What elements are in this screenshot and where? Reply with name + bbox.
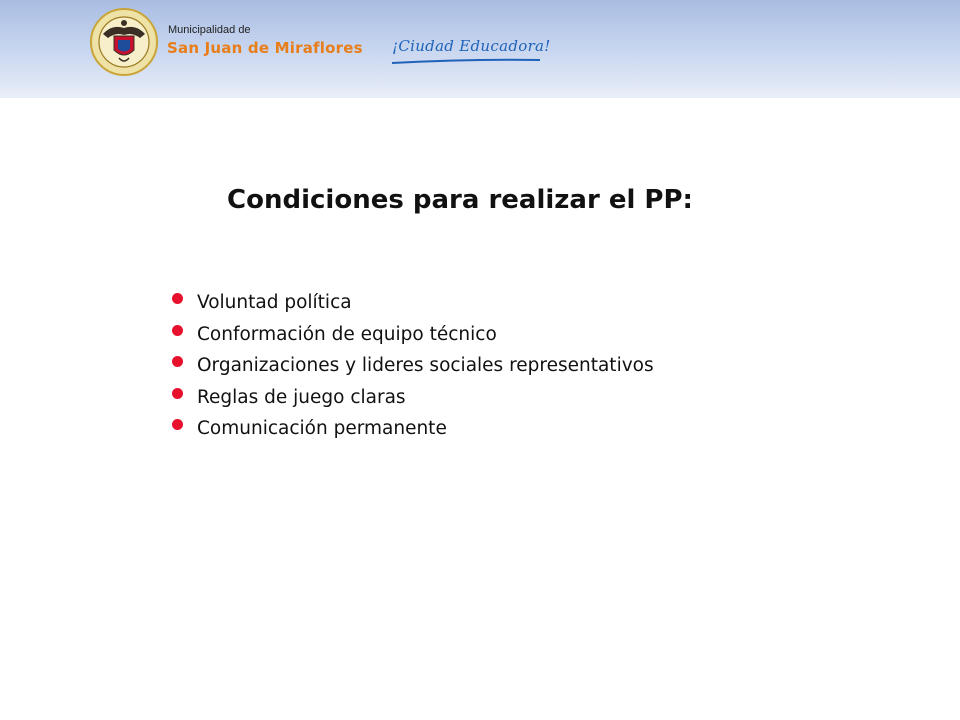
header-band <box>0 0 960 98</box>
slogan-underline <box>391 57 541 67</box>
bullet-text: Comunicación permanente <box>197 418 447 439</box>
bullet-dot-icon <box>172 388 183 399</box>
bullet-text: Voluntad política <box>197 292 352 313</box>
brand-name: San Juan de Miraflores <box>167 39 363 57</box>
bullet-dot-icon <box>172 293 183 304</box>
bullet-text: Organizaciones y lideres sociales representativos <box>197 355 654 376</box>
bullet-dot-icon <box>172 419 183 430</box>
bullet-dot-icon <box>172 356 183 367</box>
bullet-text: Reglas de juego claras <box>197 386 406 408</box>
bullet-dot-icon <box>172 325 183 336</box>
municipal-seal-icon <box>90 8 158 76</box>
slogan: ¡Ciudad Educadora! <box>392 37 551 55</box>
brand-small-text: Municipalidad de <box>168 24 251 36</box>
slide-title: Condiciones para realizar el PP: <box>227 185 693 215</box>
bullet-text: Conformación de equipo técnico <box>197 323 497 345</box>
